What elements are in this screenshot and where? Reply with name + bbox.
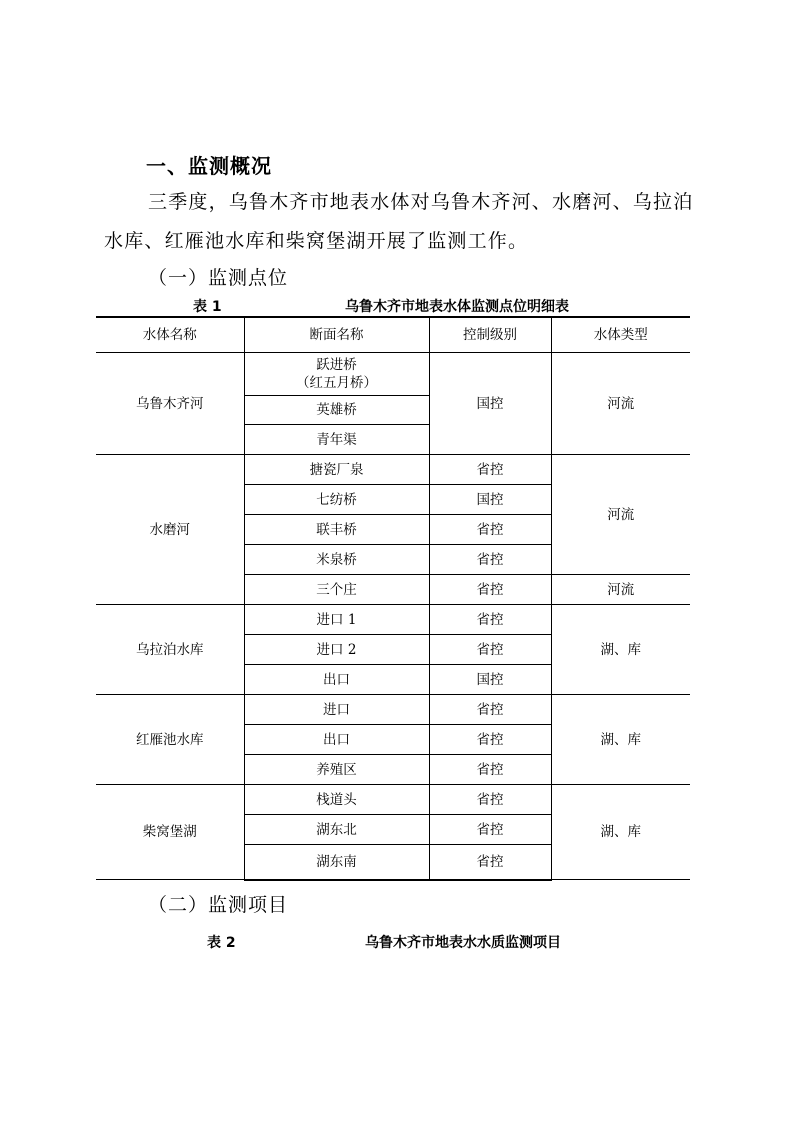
water-type-cell: 河流 <box>551 575 690 605</box>
table-row <box>96 455 690 485</box>
table-row <box>96 353 690 396</box>
header-section-name: 断面名称 <box>244 317 429 353</box>
control-level-cell: 省控 <box>429 545 551 575</box>
section-cell: 七纺桥 <box>244 485 429 515</box>
control-level-cell: 省控 <box>429 515 551 545</box>
control-level-cell: 省控 <box>429 695 551 725</box>
section-cell <box>244 353 429 396</box>
water-type-cell: 湖、库 <box>551 785 690 880</box>
header-water-type: 水体类型 <box>551 317 690 353</box>
section-cell: 三个庄 <box>244 575 429 605</box>
control-level-cell: 国控 <box>429 353 551 455</box>
table-row <box>96 605 690 635</box>
control-level-cell: 省控 <box>429 455 551 485</box>
subheading-monitoring-items: （二）监测项目 <box>148 894 289 916</box>
table-row <box>96 695 690 725</box>
control-level-cell: 省控 <box>429 785 551 815</box>
section-heading: 一、监测概况 <box>146 154 272 178</box>
section-cell: 湖东北 <box>244 815 429 845</box>
section-cell: 青年渠 <box>244 425 429 455</box>
water-body-cell: 乌拉泊水库 <box>96 605 244 695</box>
water-body-cell: 红雁池水库 <box>96 695 244 785</box>
table2-number: 表 2 <box>207 935 236 951</box>
section-cell: 英雄桥 <box>244 396 429 425</box>
table-row <box>96 785 690 815</box>
section-cell: 联丰桥 <box>244 515 429 545</box>
header-water-body: 水体名称 <box>96 317 244 353</box>
control-level-cell: 省控 <box>429 815 551 845</box>
water-type-cell: 湖、库 <box>551 605 690 695</box>
section-cell: 养殖区 <box>244 755 429 785</box>
section-cell: 进口 2 <box>244 635 429 665</box>
section-cell: 米泉桥 <box>244 545 429 575</box>
section-cell: 进口 1 <box>244 605 429 635</box>
control-level-cell: 省控 <box>429 605 551 635</box>
control-level-cell: 省控 <box>429 845 551 880</box>
control-level-cell: 省控 <box>429 725 551 755</box>
header-control-level: 控制级别 <box>429 317 551 353</box>
table1-number: 表 1 <box>193 299 222 315</box>
water-body-cell: 柴窝堡湖 <box>96 785 244 880</box>
table-header-row <box>96 317 690 353</box>
control-level-cell: 国控 <box>429 485 551 515</box>
water-body-cell: 水磨河 <box>96 455 244 605</box>
section-cell: 进口 <box>244 695 429 725</box>
section-cell: 湖东南 <box>244 845 429 880</box>
control-level-cell: 省控 <box>429 635 551 665</box>
subheading-monitoring-sites: （一）监测点位 <box>148 267 289 289</box>
table1-title: 乌鲁木齐市地表水体监测点位明细表 <box>345 299 569 315</box>
water-type-cell: 河流 <box>551 455 690 575</box>
section-cell: 出口 <box>244 665 429 695</box>
section-cell: 出口 <box>244 725 429 755</box>
section-name-line: 跃进桥 （红五月桥） <box>296 357 377 391</box>
control-level-cell: 省控 <box>429 575 551 605</box>
section-cell: 栈道头 <box>244 785 429 815</box>
monitoring-sites-table <box>96 316 690 881</box>
water-type-cell: 湖、库 <box>551 695 690 785</box>
control-level-cell: 省控 <box>429 755 551 785</box>
control-level-cell: 国控 <box>429 665 551 695</box>
table2-title: 乌鲁木齐市地表水水质监测项目 <box>365 935 561 951</box>
water-body-cell: 乌鲁木齐河 <box>96 353 244 455</box>
section-cell: 搪瓷厂泉 <box>244 455 429 485</box>
water-type-cell: 河流 <box>551 353 690 455</box>
intro-paragraph: 三季度，乌鲁木齐市地表水体对乌鲁木齐河、水磨河、乌拉泊水库、红雁池水库和柴窝堡湖开展了监测工作。 <box>104 191 694 252</box>
